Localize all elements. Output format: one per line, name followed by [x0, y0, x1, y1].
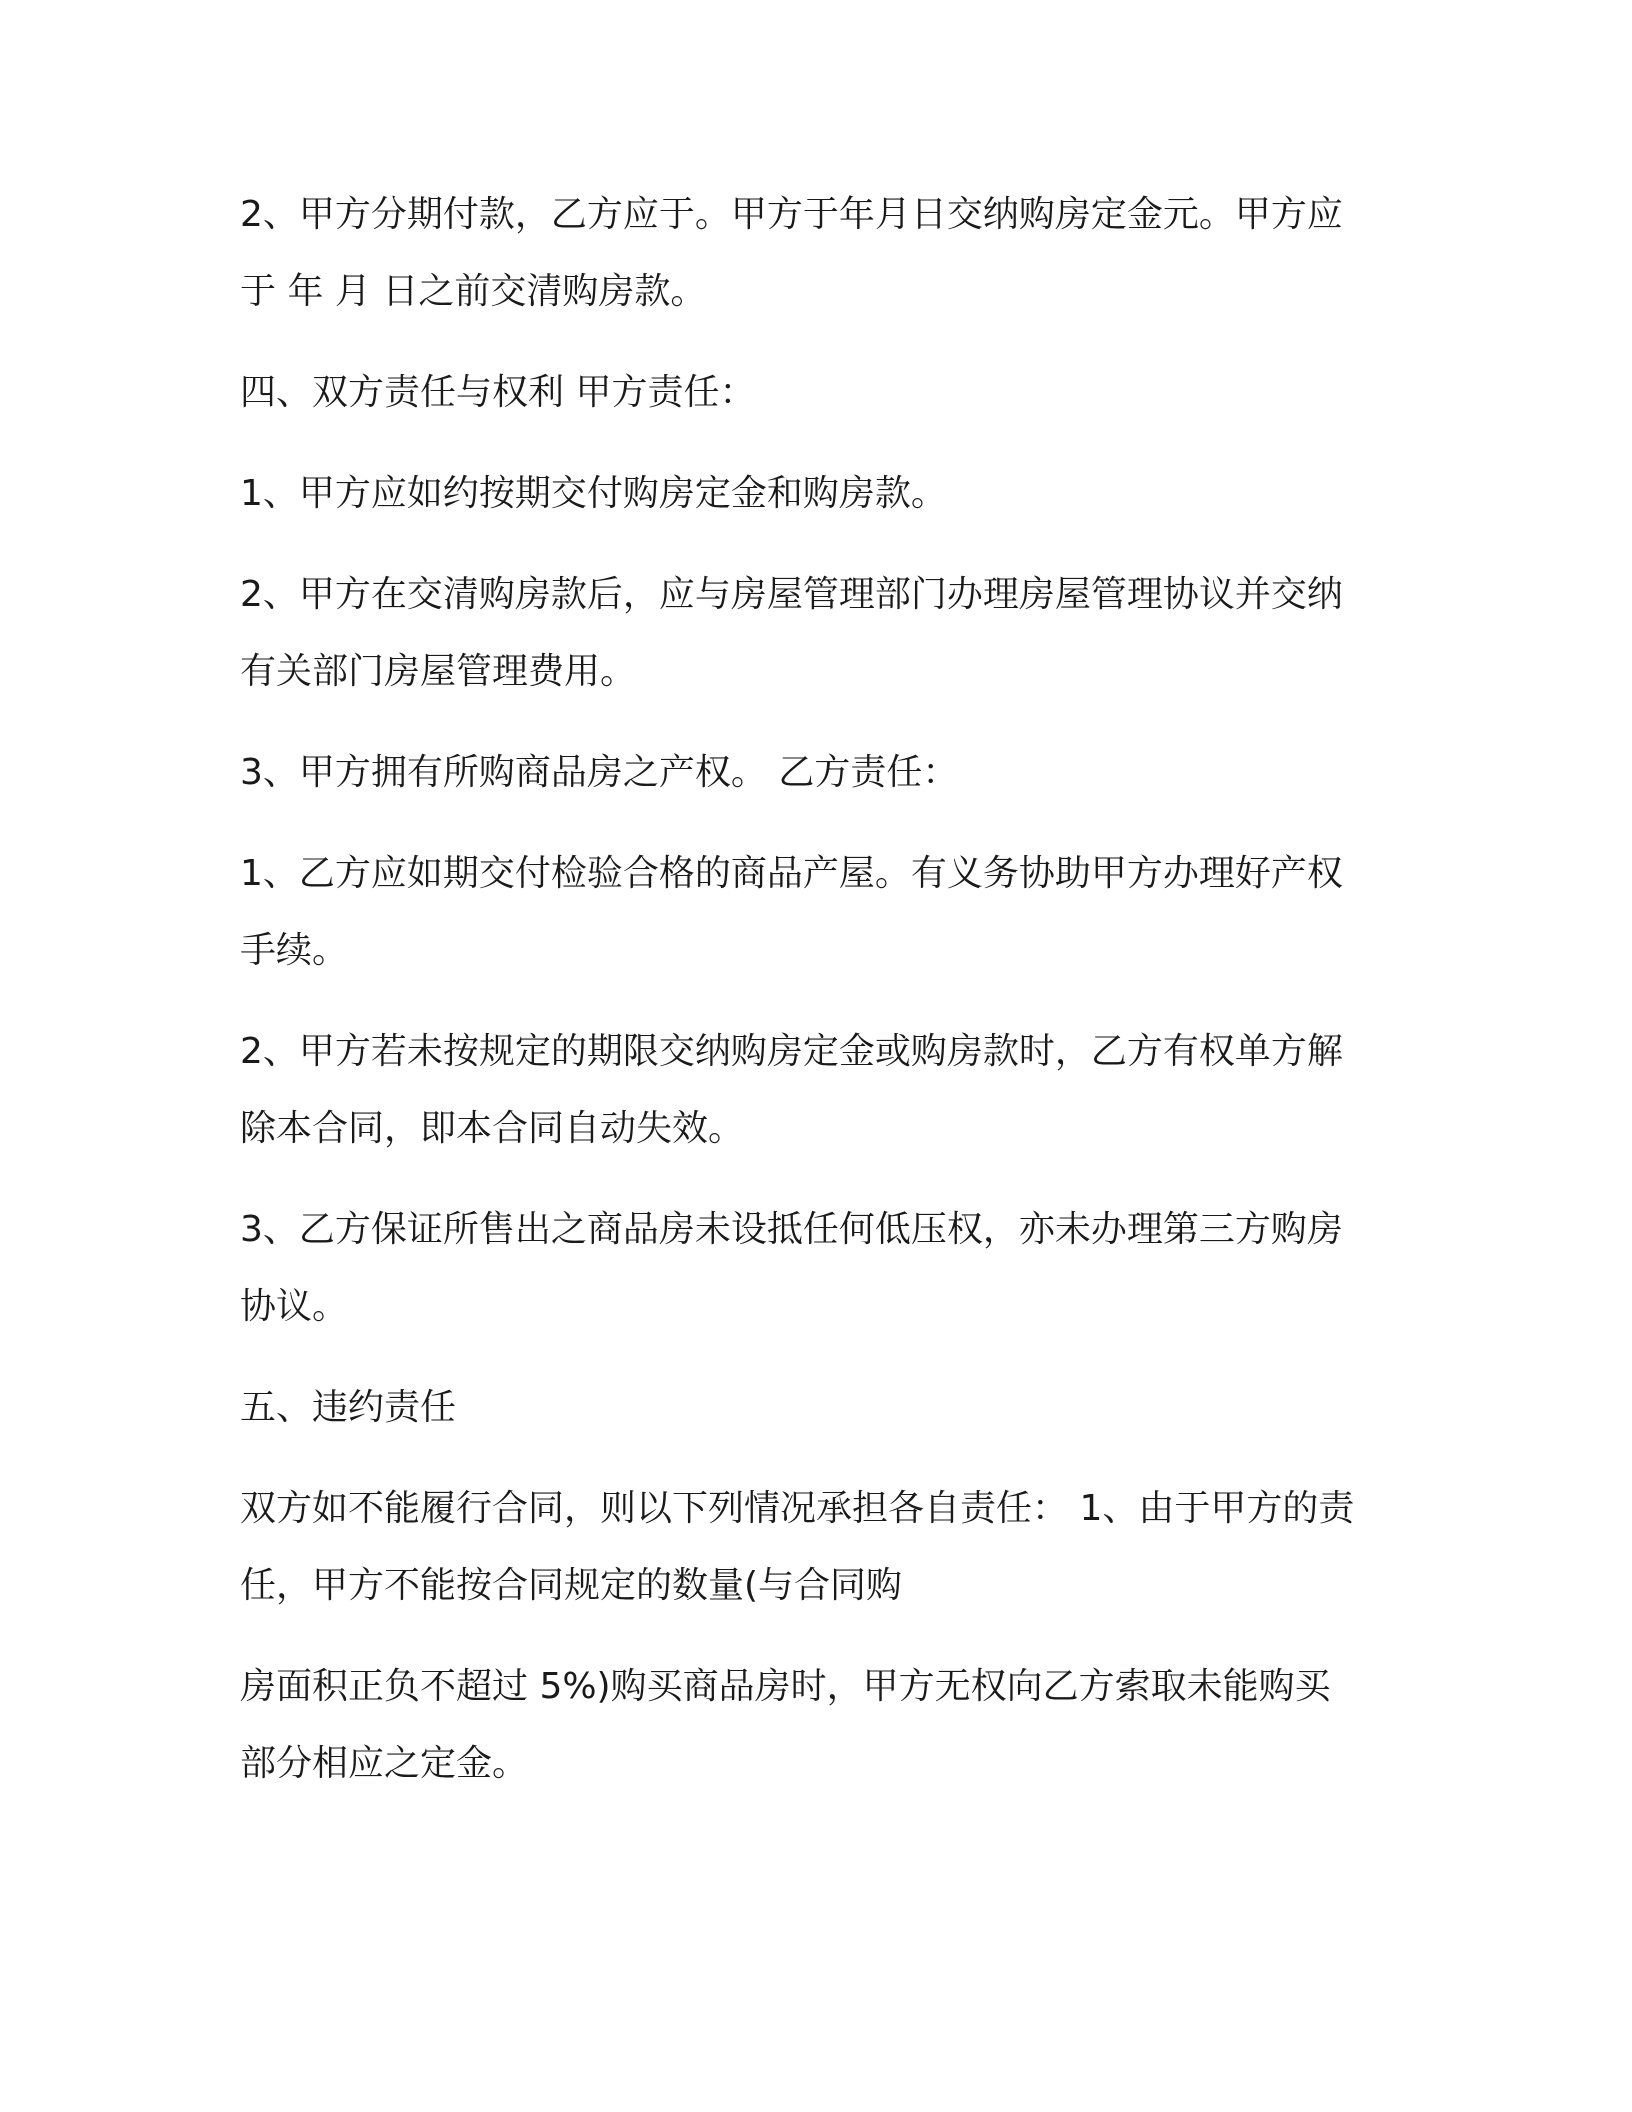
text-line: 于 年 月 日之前交清购房款。 [240, 271, 707, 312]
text-line: 四、双方责任与权利 甲方责任： [240, 372, 756, 413]
text-line: 房面积正负不超过 5%)购买商品房时，甲方无权向乙方索取未能购买 [240, 1666, 1331, 1707]
text-line: 1、乙方应如期交付检验合格的商品产屋。有义务协助甲方办理好产权 [240, 853, 1343, 894]
text-line: 2、甲方分期付款，乙方应于。甲方于年月日交纳购房定金元。甲方应 [240, 194, 1343, 235]
text-line: 2、甲方若未按规定的期限交纳购房定金或购房款时，乙方有权单方解 [240, 1031, 1343, 1072]
paragraph-party-a-item-2 [240, 556, 1400, 710]
text-line: 五、违约责任 [240, 1387, 457, 1428]
text-line: 手续。 [240, 930, 349, 971]
paragraph-installment-payment [240, 176, 1400, 330]
paragraph-breach-intro [240, 1470, 1400, 1624]
text-line: 2、甲方在交清购房款后，应与房屋管理部门办理房屋管理协议并交纳 [240, 574, 1343, 615]
text-line: 除本合同，即本合同自动失效。 [240, 1108, 745, 1149]
text-line: 3、乙方保证所售出之商品房未设抵任何低压权，亦未办理第三方购房 [240, 1209, 1343, 1250]
text-line: 1、甲方应如约按期交付购房定金和购房款。 [240, 473, 947, 514]
text-line: 协议。 [240, 1286, 349, 1327]
paragraph-party-b-item-1 [240, 835, 1400, 989]
section-heading-breach [240, 1369, 1400, 1446]
paragraph-party-b-item-2 [240, 1013, 1400, 1167]
paragraph-party-a-item-1 [240, 455, 1400, 532]
paragraph-breach-deposit [240, 1648, 1400, 1802]
paragraph-party-b-item-3 [240, 1191, 1400, 1345]
text-line: 有关部门房屋管理费用。 [240, 651, 637, 692]
section-heading-responsibilities [240, 354, 1400, 431]
text-line: 任，甲方不能按合同规定的数量(与合同购 [240, 1565, 903, 1606]
text-line: 3、甲方拥有所购商品房之产权。 乙方责任： [240, 752, 959, 793]
text-line: 双方如不能履行合同，则以下列情况承担各自责任： 1、由于甲方的责 [240, 1488, 1355, 1529]
document-body [240, 176, 1400, 1826]
paragraph-party-a-item-3 [240, 734, 1400, 811]
text-line: 部分相应之定金。 [240, 1743, 529, 1784]
